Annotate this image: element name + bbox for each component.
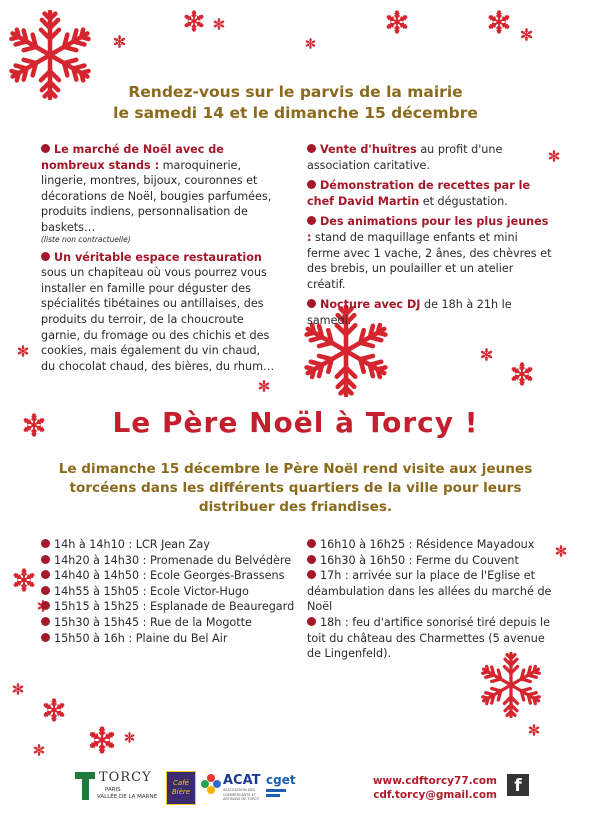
heading-line-1: Rendez-vous sur le parvis de la mairie [128, 83, 463, 101]
heading-line-2: le samedi 14 et le dimanche 15 décembre [113, 104, 478, 122]
snowflake-icon [183, 10, 205, 32]
schedule-item: 15h50 à 16h : Plaine du Bel Air [41, 631, 296, 647]
snowflake-icon [113, 35, 126, 48]
bullet-icon [41, 586, 50, 595]
schedule-item: 17h : arrivée sur la place de l'Eglise et déambulation dans les allées du marché de Noël [307, 569, 552, 614]
bullet-icon [41, 601, 50, 610]
torcy-logo-text: TORCY [99, 770, 152, 785]
snowflake-icon [480, 348, 493, 361]
page-subtitle: Le dimanche 15 décembre le Père Noël rend visite aux jeunes torcéens dans les différents quartiers de la ville pour leurs distribuer des friandises. [58, 461, 533, 515]
snowflake-icon [42, 698, 66, 722]
bullet-icon [41, 539, 50, 548]
cget-logo: cget [266, 773, 298, 803]
schedule-item: 15h30 à 15h45 : Rue de la Mogotte [41, 615, 296, 631]
schedule-item: 14h55 à 15h05 : Ecole Victor-Hugo [41, 584, 296, 600]
bullet-icon [307, 180, 316, 189]
list-item: Démonstration de recettes par le chef David Martin et dégustation. [307, 179, 531, 208]
acat-star-icon [200, 773, 222, 795]
bullet-icon [307, 144, 316, 153]
snowflake-icon [385, 10, 409, 34]
snowflake-icon [213, 18, 225, 30]
snowflake-icon [12, 568, 36, 592]
snowflake-icon [305, 38, 316, 49]
schedule-item: 14h à 14h10 : LCR Jean Zay [41, 537, 296, 553]
list-item: Un véritable espace restauration sous un chapiteau où vous pourrez vous installer en famille pour déguster des spécialités tibétaines ou antillaises, des produits du terroir, de la choucroute garnie, du fromage ou des chichis et des cookies, mais également du vin chaud, du chocolat chaud, des bières, du rhum… [41, 250, 275, 373]
snowflake-icon [17, 345, 29, 357]
bullet-icon [307, 299, 316, 308]
schedule-item: 18h : feu d'artifice sonorisé tiré depuis le toit du château des Charmettes (5 avenue de Lingenfeld). [307, 615, 550, 661]
bullet-icon [41, 617, 50, 626]
bullet-icon [307, 617, 316, 626]
bullet-icon [307, 216, 316, 225]
schedule-right [307, 537, 555, 662]
market-right-column [307, 142, 552, 334]
schedule-item: 14h20 à 14h30 : Promenade du Belvédère [41, 553, 296, 569]
market-left-column [41, 142, 276, 379]
bullet-icon [41, 570, 50, 579]
snowflake-icon [510, 362, 534, 386]
cafe-biere-logo: Café Bière [166, 771, 196, 805]
torcy-logo: TORCY PARIS VALLÉE DE LA MARNE [75, 770, 155, 810]
bullet-icon [307, 539, 316, 548]
schedule-item: 16h30 à 16h50 : Ferme du Couvent [307, 553, 555, 569]
email-link[interactable]: cdf.torcy@gmail.com [373, 789, 497, 801]
snowflake-icon [12, 683, 24, 695]
bullet-icon [307, 555, 316, 564]
list-item: Vente d'huîtres au profit d'une association caritative. [307, 143, 503, 172]
event-location-heading [0, 82, 591, 124]
bullet-icon [307, 570, 316, 579]
snowflake-icon [478, 652, 544, 718]
snowflake-icon [555, 545, 567, 557]
bullet-icon [41, 633, 50, 642]
bullet-icon [41, 252, 50, 261]
schedule-item: 14h40 à 14h50 : Ecole Georges-Brassens [41, 568, 296, 584]
bullet-icon [41, 555, 50, 564]
snowflake-icon [258, 380, 270, 392]
snowflake-icon [88, 726, 116, 754]
contact-block [373, 774, 497, 802]
list-item: Nocture avec DJ de 18h à 21h le samedi. [307, 298, 512, 327]
schedule-item: 15h15 à 15h25 : Esplanade de Beauregard [41, 599, 296, 615]
snowflake-icon [520, 28, 533, 41]
snowflake-icon [528, 724, 540, 736]
bullet-icon [41, 144, 50, 153]
page-title: Le Père Noël à Torcy ! [112, 406, 479, 439]
snowflake-icon [33, 744, 45, 756]
disclaimer-note: (liste non contractuelle) [41, 234, 131, 244]
list-item: Le marché de Noël avec de nombreux stands : maroquinerie, lingerie, montres, bijoux, couronnes et décorations de Noël, bougies parfumées, produits indiens, personnalisation de baskets… (liste non contractuelle) [41, 142, 276, 245]
schedule-left [41, 537, 296, 646]
snowflake-icon [487, 10, 511, 34]
acat-logo: ACAT ASSOCIATION DES COMMERCANTS ET ARTISANS DE TORCY [200, 771, 262, 805]
schedule-item: 16h10 à 16h25 : Résidence Mayadoux [307, 537, 555, 553]
facebook-icon[interactable]: f [507, 774, 529, 796]
list-item: Des animations pour les plus jeunes : stand de maquillage enfants et mini ferme avec 1 vache, 2 ânes, des chèvres et des brebis, un poulailler et un atelier créatif. [307, 215, 552, 291]
snowflake-icon [124, 732, 135, 743]
website-link[interactable]: www.cdftorcy77.com [372, 775, 497, 787]
